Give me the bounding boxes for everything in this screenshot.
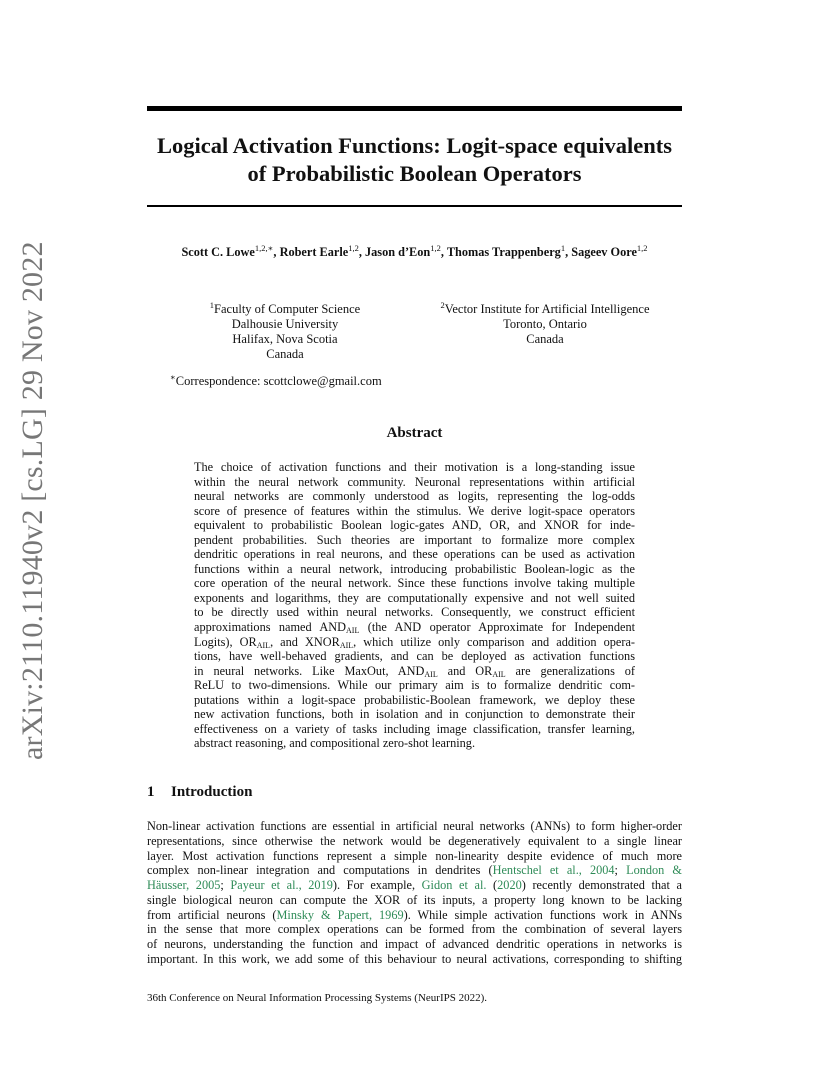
author-name: Sageev Oore (571, 245, 637, 260)
affiliation-vector-institute (420, 298, 670, 347)
affiliation-marker: 1 (209, 300, 215, 310)
abstract-line: score of presence of features within the stimulus. We derive logit-space operators (194, 503, 635, 518)
abstract-line: putations within a logit-space probabilistic-Boolean framework, we deploy these (194, 692, 635, 707)
abstract-line: new activation functions, both in isolation and in conjunction to demonstrate their (194, 707, 635, 722)
correspondence-marker: ∗ (170, 372, 176, 382)
title-bottom-rule (147, 205, 682, 207)
section-heading (147, 784, 252, 801)
author-name: Scott C. Lowe (181, 245, 255, 260)
affiliation-dalhousie (190, 298, 380, 362)
introduction-line: complex non-linear integration and computations in dendrites (Hentschel et al., 2004; London & (147, 863, 682, 878)
conference-footer: 36th Conference on Neural Information Processing Systems (NeurIPS 2022). (147, 992, 488, 1004)
abstract-line: dendritic operations in real neurons, and these operations can be used as activation (194, 547, 635, 562)
title-line-1: Logical Activation Functions: Logit-space equivalents (156, 133, 672, 158)
correspondence-note (170, 372, 382, 389)
affiliation-line: Canada (266, 347, 304, 362)
correspondence-text: Correspondence: scottclowe@gmail.com (175, 374, 382, 389)
introduction-line: representations, since otherwise the network would be degeneratively equivalent to a single linear (147, 833, 682, 848)
abstract-heading: Abstract (386, 425, 443, 441)
abstract-line: functions within a neural network, introducing probabilistic Boolean-logic as the (194, 561, 635, 576)
introduction-line: Non-linear activation functions are essential in artificial neural networks (ANNs) to form higher-order (147, 819, 682, 833)
title-line-2: of Probabilistic Boolean Operators (247, 161, 582, 186)
affiliation-marker: 2 (440, 300, 445, 310)
citation-link[interactable]: Gidon et al. (421, 878, 487, 892)
author-name: Robert Earle (279, 245, 349, 260)
abstract-line: effectiveness on a variety of tasks including image classification, transfer learning, (194, 721, 635, 736)
introduction-line: from artificial neurons (Minsky & Papert, 1969). While simple activation functions work in ANNs (147, 907, 683, 922)
arxiv-identifier-stamp: arXiv:2110.11940v2 [cs.LG] 29 Nov 2022 (16, 241, 49, 760)
affiliation-line: Vector Institute for Artificial Intelligence (444, 302, 650, 317)
affiliation-line: Faculty of Computer Science (214, 302, 361, 317)
abstract-line: exponents and logarithms, they are computationally expensive and not well suited (194, 590, 635, 605)
introduction-line: of neurons, understanding the function and impact of advanced dendritic operations in networks is (147, 937, 682, 951)
abstract-body (194, 460, 635, 751)
author-affiliation-marker: 1,2 (430, 243, 441, 253)
section-number: 1 (147, 784, 155, 800)
abstract-line: within the neural network community. Neuronal representations within artificial (194, 474, 635, 489)
citation-link[interactable]: Payeur et al., 2019 (230, 878, 333, 892)
abstract-line: core operation of the neural network. Since these functions involve taking multiple (194, 576, 635, 591)
title-top-rule (147, 106, 682, 111)
citation-link[interactable]: London & (626, 863, 682, 878)
abstract-line: abstract reasoning, and compositional zero-shot learning. (194, 736, 476, 751)
citation-link[interactable]: Häusser, 2005 (147, 878, 221, 892)
section-title: Introduction (171, 784, 253, 800)
introduction-line: in the sense that more complex operations can be formed from the combination of several layers (147, 922, 682, 937)
abstract-line: neural networks are commonly understood as logits, representing the log-odds (194, 489, 635, 504)
author-affiliation-marker: 1,2,∗ (254, 243, 274, 253)
paper-title (147, 132, 682, 188)
author-name: Thomas Trappenberg (446, 245, 561, 260)
abstract-line: tions, have well-behaved gradients, and can be deployed as activation functions (194, 649, 635, 664)
affiliation-line: Toronto, Ontario (503, 317, 587, 332)
abstract-line: Logits), $OR_{AIL}$, and $XNOR_{AIL}$, which utilize only comparison and addition opera- (194, 634, 635, 650)
abstract-line: to be directly used within neural networks. Consequently, we construct efficient (194, 605, 635, 620)
abstract-line: equivalent to probabilistic Boolean logic-gates AND, OR, and XNOR for inde- (194, 518, 635, 533)
author-affiliation-marker: 1 (560, 243, 566, 253)
author-affiliation-marker: 1,2 (636, 243, 648, 253)
abstract-line: approximations named $AND_{AIL}$ (the AND operator Approximate for Independent (194, 620, 636, 636)
author-list: Scott C. Lowe$^{1,2,∗}$, Robert Earle$^{1,2}$, Jason d’Eon$^{1,2}$, Thomas Trappenberg$^1$, Sageev Oore$^{1,2}$ (181, 243, 648, 260)
citation-link[interactable]: Minsky & Papert, 1969 (276, 907, 404, 922)
introduction-line: important. In this work, we add some of this behaviour to neural activations, corresponding to shifting (147, 951, 682, 966)
introduction-line: single biological neuron can compute the XOR of its inputs, a property long known to be lacking (147, 892, 682, 907)
abstract-line: pendent probabilities. Such theories are important to formalize more complex (194, 532, 635, 547)
affiliation-line: Canada (526, 332, 564, 347)
abstract-line: The choice of activation functions and their motivation is a long-standing issue (194, 460, 635, 474)
introduction-line: Häusser, 2005; Payeur et al., 2019). For example, Gidon et al. (2020) recently demonstrated that a (147, 878, 682, 892)
citation-link[interactable]: 2020 (497, 878, 522, 892)
affiliation-line: Dalhousie University (231, 317, 339, 332)
citation-link[interactable]: Hentschel et al., 2004 (492, 863, 615, 878)
abstract-line: in neural networks. Like MaxOut, $AND_{AIL}$ and $OR_{AIL}$ are generalizations of (194, 663, 635, 679)
affiliation-line: Halifax, Nova Scotia (232, 332, 338, 347)
introduction-body (147, 819, 682, 967)
introduction-line: layer. Most activation functions represent a simple non-linearity despite evidence of much more (147, 848, 682, 863)
author-name: Jason d’Eon (364, 245, 431, 260)
author-affiliation-marker: 1,2 (348, 243, 359, 253)
abstract-line: ReLU to two-dimensions. While our primary aim is to formalize dendritic com- (194, 678, 635, 693)
